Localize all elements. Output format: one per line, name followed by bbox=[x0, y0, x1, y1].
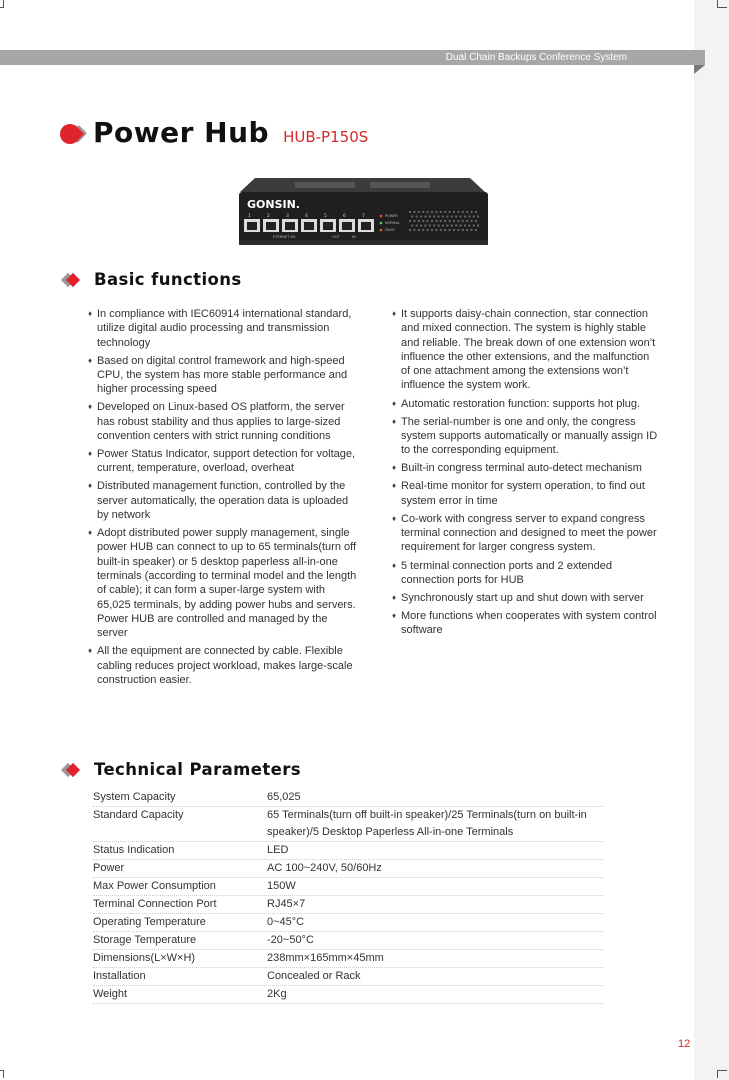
list-item: ♦ Developed on Linux-based OS platform, the server has robust stability and thus applies to large-sized convention centers with strict running conditions bbox=[88, 401, 345, 442]
table-row bbox=[93, 789, 603, 807]
table-row bbox=[93, 896, 603, 914]
param-value: Concealed or Rack bbox=[267, 970, 361, 982]
device-top-panel bbox=[240, 178, 485, 192]
crop-mark-bottom-left bbox=[0, 1070, 4, 1078]
param-value: 150W bbox=[267, 880, 296, 892]
diamond-bullet-icon: ♦ bbox=[392, 513, 397, 523]
svg-text:3: 3 bbox=[286, 214, 289, 219]
table-row bbox=[93, 842, 603, 860]
list-item: ♦ It supports daisy-chain connection, star connection and mixed connection. The system is highly stable and reliable. The break down of one extension won’t influence the other extensions, and the malfunction of one attachment among the extensions won’t influence the system work. bbox=[392, 308, 656, 392]
table-row bbox=[93, 968, 603, 986]
basic-functions-heading bbox=[63, 270, 242, 289]
table-row bbox=[93, 807, 603, 842]
list-item: ♦ Real-time monitor for system operation, to find out system error in time bbox=[392, 480, 645, 507]
param-key: Terminal Connection Port bbox=[93, 898, 217, 910]
header-banner-tab bbox=[694, 65, 705, 74]
svg-text:4: 4 bbox=[305, 214, 308, 219]
list-item: ♦ The serial-number is one and only, the congress system supports automatically or manually assign ID to the corresponding equipment. bbox=[392, 415, 658, 457]
svg-text:NORMAL: NORMAL bbox=[385, 221, 400, 225]
table-row bbox=[93, 950, 603, 968]
diamond-bullet-icon: ♦ bbox=[392, 416, 397, 426]
basic-functions-title: Basic functions bbox=[94, 270, 242, 289]
table-row bbox=[93, 932, 603, 950]
page-number: 12 bbox=[678, 1038, 691, 1050]
param-key: Dimensions(L×W×H) bbox=[93, 952, 196, 964]
list-item: ♦ In compliance with IEC60914 international standard, utilize digital audio processing and transmission technology bbox=[88, 308, 352, 349]
param-value: RJ45×7 bbox=[267, 898, 306, 910]
table-row bbox=[93, 914, 603, 932]
svg-text:POWER: POWER bbox=[385, 214, 398, 218]
header-banner-text: Dual Chain Backups Conference System bbox=[445, 52, 627, 63]
param-key: System Capacity bbox=[93, 791, 176, 803]
diamond-bullet-icon: ♦ bbox=[392, 560, 397, 570]
list-item: ♦ Co-work with congress server to expand congress terminal connection and designed to meet the power requirement for larger congress system. bbox=[392, 512, 657, 554]
technical-parameters-heading bbox=[63, 760, 301, 779]
table-row bbox=[93, 878, 603, 896]
diamond-bullet-icon: ♦ bbox=[88, 449, 93, 459]
param-value: AC 100~240V, 50/60Hz bbox=[267, 862, 382, 874]
list-item: ♦ Power Status Indicator, support detection for voltage, current, temperature, overload, overheat bbox=[88, 448, 356, 475]
param-key: Operating Temperature bbox=[93, 916, 206, 928]
list-item: ♦ 5 terminal connection ports and 2 extended connection ports for HUB bbox=[392, 559, 612, 586]
list-item: ♦ More functions when cooperates with system control software bbox=[392, 610, 657, 637]
diamond-bullet-icon: ♦ bbox=[88, 646, 93, 656]
param-key: Installation bbox=[93, 970, 146, 982]
diamond-bullet-icon: ♦ bbox=[88, 402, 93, 412]
svg-text:1: 1 bbox=[248, 214, 251, 219]
device-brand: GONSIN. bbox=[247, 198, 300, 211]
svg-text:FAULT: FAULT bbox=[385, 228, 395, 232]
technical-parameters-table bbox=[93, 789, 603, 1004]
list-item: ♦ Synchronously start up and shut down with server bbox=[392, 591, 644, 604]
diamond-bullet-icon: ♦ bbox=[392, 592, 397, 602]
svg-text:7: 7 bbox=[362, 214, 365, 219]
param-key: Max Power Consumption bbox=[93, 880, 216, 892]
product-title: Power Hub bbox=[93, 116, 270, 149]
crop-mark-top-left bbox=[0, 0, 4, 8]
param-key: Status Indication bbox=[93, 844, 175, 856]
diamond-bullet-icon: ♦ bbox=[88, 481, 93, 491]
param-value: -20~50°C bbox=[267, 934, 314, 946]
section-bullet-icon bbox=[63, 273, 77, 287]
product-image bbox=[235, 176, 490, 248]
page-title bbox=[58, 116, 368, 152]
table-row bbox=[93, 860, 603, 878]
param-value: 65 Terminals(turn off built-in speaker)/25 Terminals(turn on built-in speaker)/5 Desktop Paperless All-in-one Terminals bbox=[267, 809, 587, 838]
title-bullet-icon bbox=[58, 124, 84, 144]
param-value: LED bbox=[267, 844, 289, 856]
param-key: Standard Capacity bbox=[93, 809, 184, 821]
diamond-bullet-icon: ♦ bbox=[392, 398, 397, 408]
param-key: Power bbox=[93, 862, 125, 874]
page-margin-strip bbox=[694, 0, 729, 1080]
device-ethernet-ports bbox=[244, 219, 374, 232]
diamond-bullet-icon: ♦ bbox=[88, 528, 93, 538]
device-out-label: OUT bbox=[332, 235, 340, 239]
param-value: 238mm×165mm×45mm bbox=[267, 952, 384, 964]
svg-text:2: 2 bbox=[267, 214, 270, 219]
svg-text:5: 5 bbox=[324, 214, 327, 219]
crop-mark-top-right bbox=[717, 0, 727, 8]
section-bullet-icon bbox=[63, 763, 77, 777]
param-value: 65,025 bbox=[267, 791, 301, 803]
diamond-bullet-icon: ♦ bbox=[392, 309, 397, 318]
product-model: HUB-P150S bbox=[283, 128, 369, 146]
diamond-bullet-icon: ♦ bbox=[88, 309, 93, 318]
basic-functions-right-column bbox=[392, 307, 658, 641]
list-item: ♦ Built-in congress terminal auto-detect mechanism bbox=[392, 462, 642, 475]
header-banner bbox=[0, 50, 705, 65]
basic-functions-left-column bbox=[88, 307, 360, 691]
list-item: ♦ Automatic restoration function: supports hot plug. bbox=[392, 397, 641, 410]
device-in-label: IN bbox=[352, 235, 356, 239]
list-item: ♦ Distributed management function, controlled by the server automatically, the operation data is uploaded by network bbox=[88, 480, 349, 522]
svg-text:6: 6 bbox=[343, 214, 346, 219]
param-value: 2Kg bbox=[267, 988, 287, 1000]
table-row bbox=[93, 986, 603, 1004]
param-value: 0~45°C bbox=[267, 916, 305, 928]
diamond-bullet-icon: ♦ bbox=[392, 463, 397, 473]
diamond-bullet-icon: ♦ bbox=[88, 355, 93, 365]
list-item: ♦ Based on digital control framework and high-speed CPU, the system has more stable performance and higher processing speed bbox=[88, 354, 348, 396]
technical-parameters-title: Technical Parameters bbox=[94, 760, 301, 779]
crop-mark-bottom-right bbox=[717, 1070, 727, 1078]
device-port-label: ETERNET HS bbox=[273, 235, 296, 239]
diamond-bullet-icon: ♦ bbox=[392, 611, 397, 621]
diamond-bullet-icon: ♦ bbox=[392, 481, 397, 491]
param-key: Weight bbox=[93, 988, 128, 1000]
list-item: ♦ All the equipment are connected by cable. Flexible cabling reduces project workload, makes large-scale construction easier. bbox=[88, 645, 353, 686]
list-item: ♦ Adopt distributed power supply management, single power HUB can connect to up to 65 terminals(turn off built-in speaker) or 5 desktop paperless all-in-one terminals (according to terminal model and the length of cable); it can form a super-large system with 65,025 terminals, by adding power hubs and servers. Power HUB are controlled and managed by the server bbox=[88, 527, 357, 640]
param-key: Storage Temperature bbox=[93, 934, 197, 946]
